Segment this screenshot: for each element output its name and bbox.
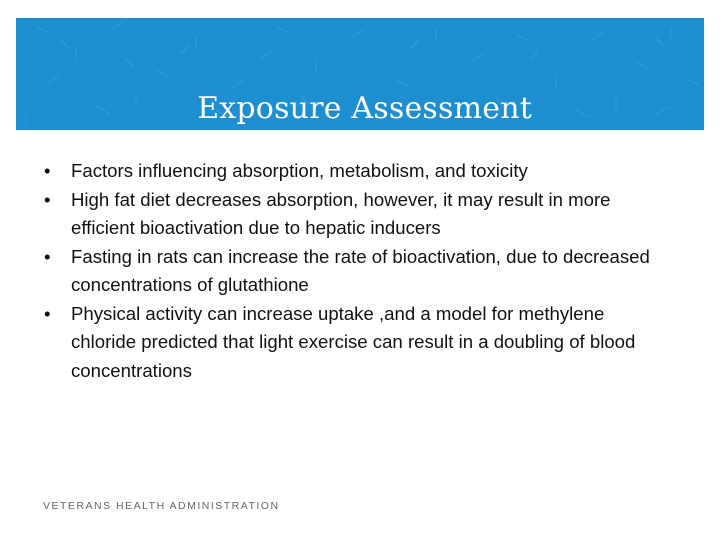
bullet-item (44, 186, 674, 243)
bullet-item (44, 300, 674, 386)
bullet-text: Factors influencing absorption, metabolism, and toxicity (71, 160, 528, 181)
slide-title-container (16, 91, 692, 126)
slide-title: Exposure Assessment (197, 91, 532, 126)
title-banner (16, 18, 704, 130)
bullet-text: Fasting in rats can increase the rate of bioactivation, due to decreased concentrations of glutathione (71, 245, 650, 295)
bullet-marker: • (44, 302, 51, 324)
bullet-item (44, 157, 674, 186)
bullet-marker: • (44, 245, 51, 267)
bullet-list (44, 157, 674, 385)
bullet-text: Physical activity can increase uptake ,and a model for methylene chloride predicted that light exercise can result in a doubling of blood concentrations (71, 302, 636, 381)
bullet-text: High fat diet decreases absorption, however, it may result in more efficient bioactivation due to hepatic inducers (71, 188, 611, 238)
footer-organization-name: VETERANS HEALTH ADMINISTRATION (43, 500, 280, 512)
bullet-marker: • (44, 160, 51, 181)
bullet-item (44, 243, 674, 300)
bullet-marker: • (44, 188, 51, 210)
